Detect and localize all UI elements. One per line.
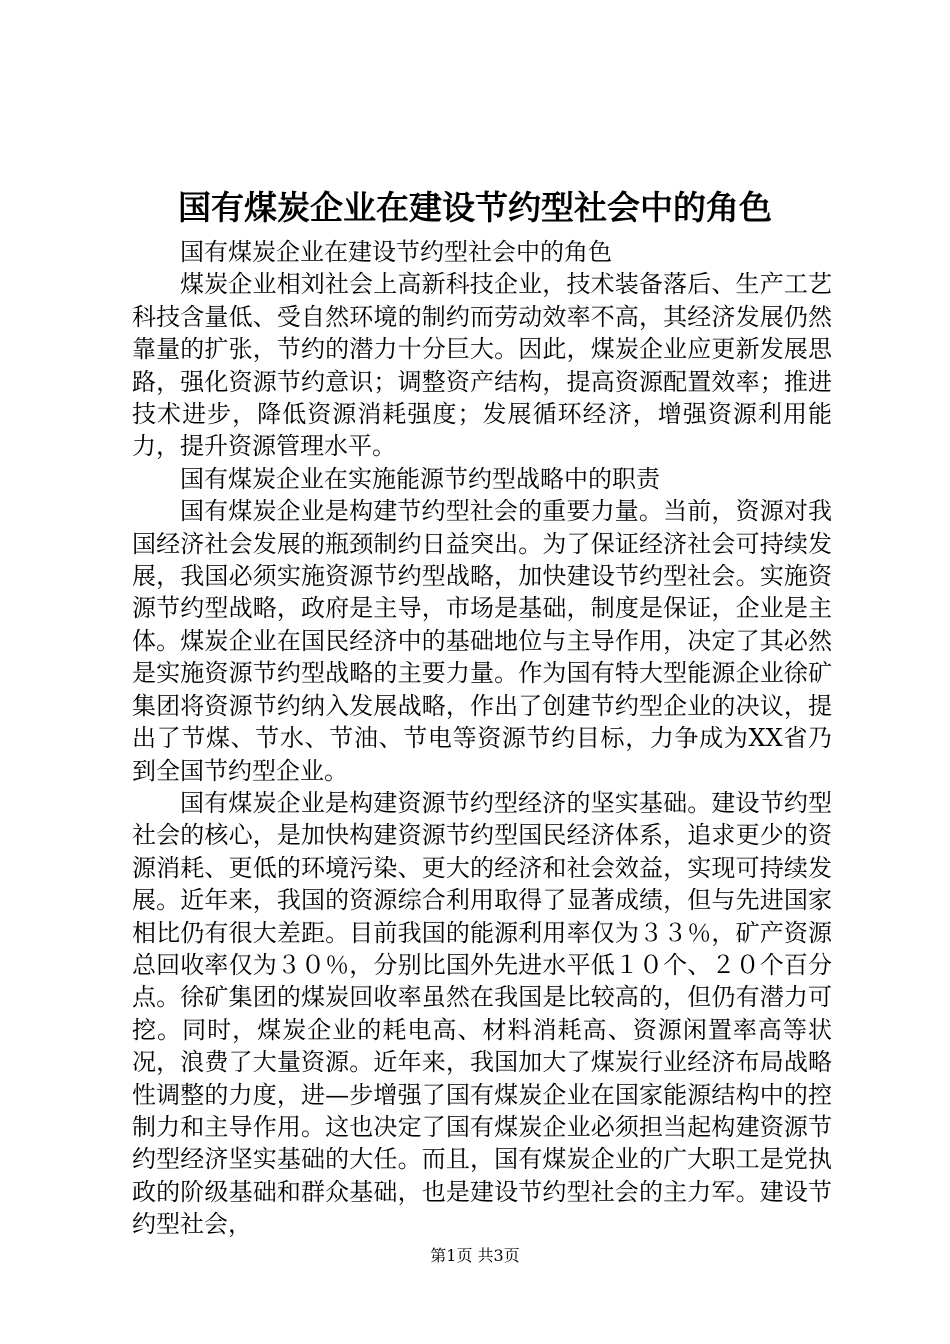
- paragraph: 煤炭企业相刘社会上高新科技企业，技术装备落后、生产工艺科技含量低、受自然环境的制约而劳动效率不高，其经济发展仍然靠量的扩张，节约的潜力十分巨大。因此，煤炭企业应更新发展思路，强化资源节约意识；调整资产结构，提高资源配置效率；推进技术进步，降低资源消耗强度；发展循环经济，增强资源利用能力，提升资源管理水平。: [132, 270, 832, 461]
- document-title: 国有煤炭企业在建设节约型社会中的角色: [178, 188, 772, 227]
- paragraph: 国有煤炭企业是构建资源节约型经济的坚实基础。建设节约型社会的核心，是加快构建资源节约型国民经济体系，追求更少的资源消耗、更低的环境污染、更大的经济和社会效益，实现可持续发展。近年来，我国的资源综合利用取得了显著成绩，但与先进国家相比仍有很大差距。目前我国的能源利用率仅为３３％，矿产资源总回收率仅为３０％，分别比国外先进水平低１０个、２０个百分点。徐矿集团的煤炭回收率虽然在我国是比较高的，但仍有潜力可挖。同时，煤炭企业的耗电高、材料消耗高、资源闲置率高等状况，浪费了大量资源。近年来，我国加大了煤炭行业经济布局战略性调整的力度，进—步增强了国有煤炭企业在国家能源结构中的控制力和主导作用。这也决定了国有煤炭企业必须担当起构建资源节约型经济坚实基础的大任。而且，国有煤炭企业的广大职工是党执政的阶级基础和群众基础，也是建设节约型社会的主力军。建设节约型社会，: [132, 788, 832, 1239]
- paragraph: 国有煤炭企业是构建节约型社会的重要力量。当前，资源对我国经济社会发展的瓶颈制约日益突出。为了保证经济社会可持续发展，我国必须实施资源节约型战略，加快建设节约型社会。实施资源节约型战略，政府是主导，市场是基础，制度是保证，企业是主体。煤炭企业在国民经济中的基础地位与主导作用，决定了其必然是实施资源节约型战略的主要力量。作为国有特大型能源企业徐矿集团将资源节约纳入发展战略，作出了创建节约型企业的决议，提出了节煤、节水、节油、节电等资源节约目标，力争成为XX省乃到全国节约型企业。: [132, 497, 832, 785]
- paragraph-subtitle: 国有煤炭企业在建设节约型社会中的角色: [180, 238, 612, 266]
- document-body: [132, 236, 832, 1241]
- paragraph-heading: 国有煤炭企业在实施能源节约型战略中的职责: [180, 464, 660, 493]
- page-footer: 第1页 共3页: [430, 1246, 520, 1265]
